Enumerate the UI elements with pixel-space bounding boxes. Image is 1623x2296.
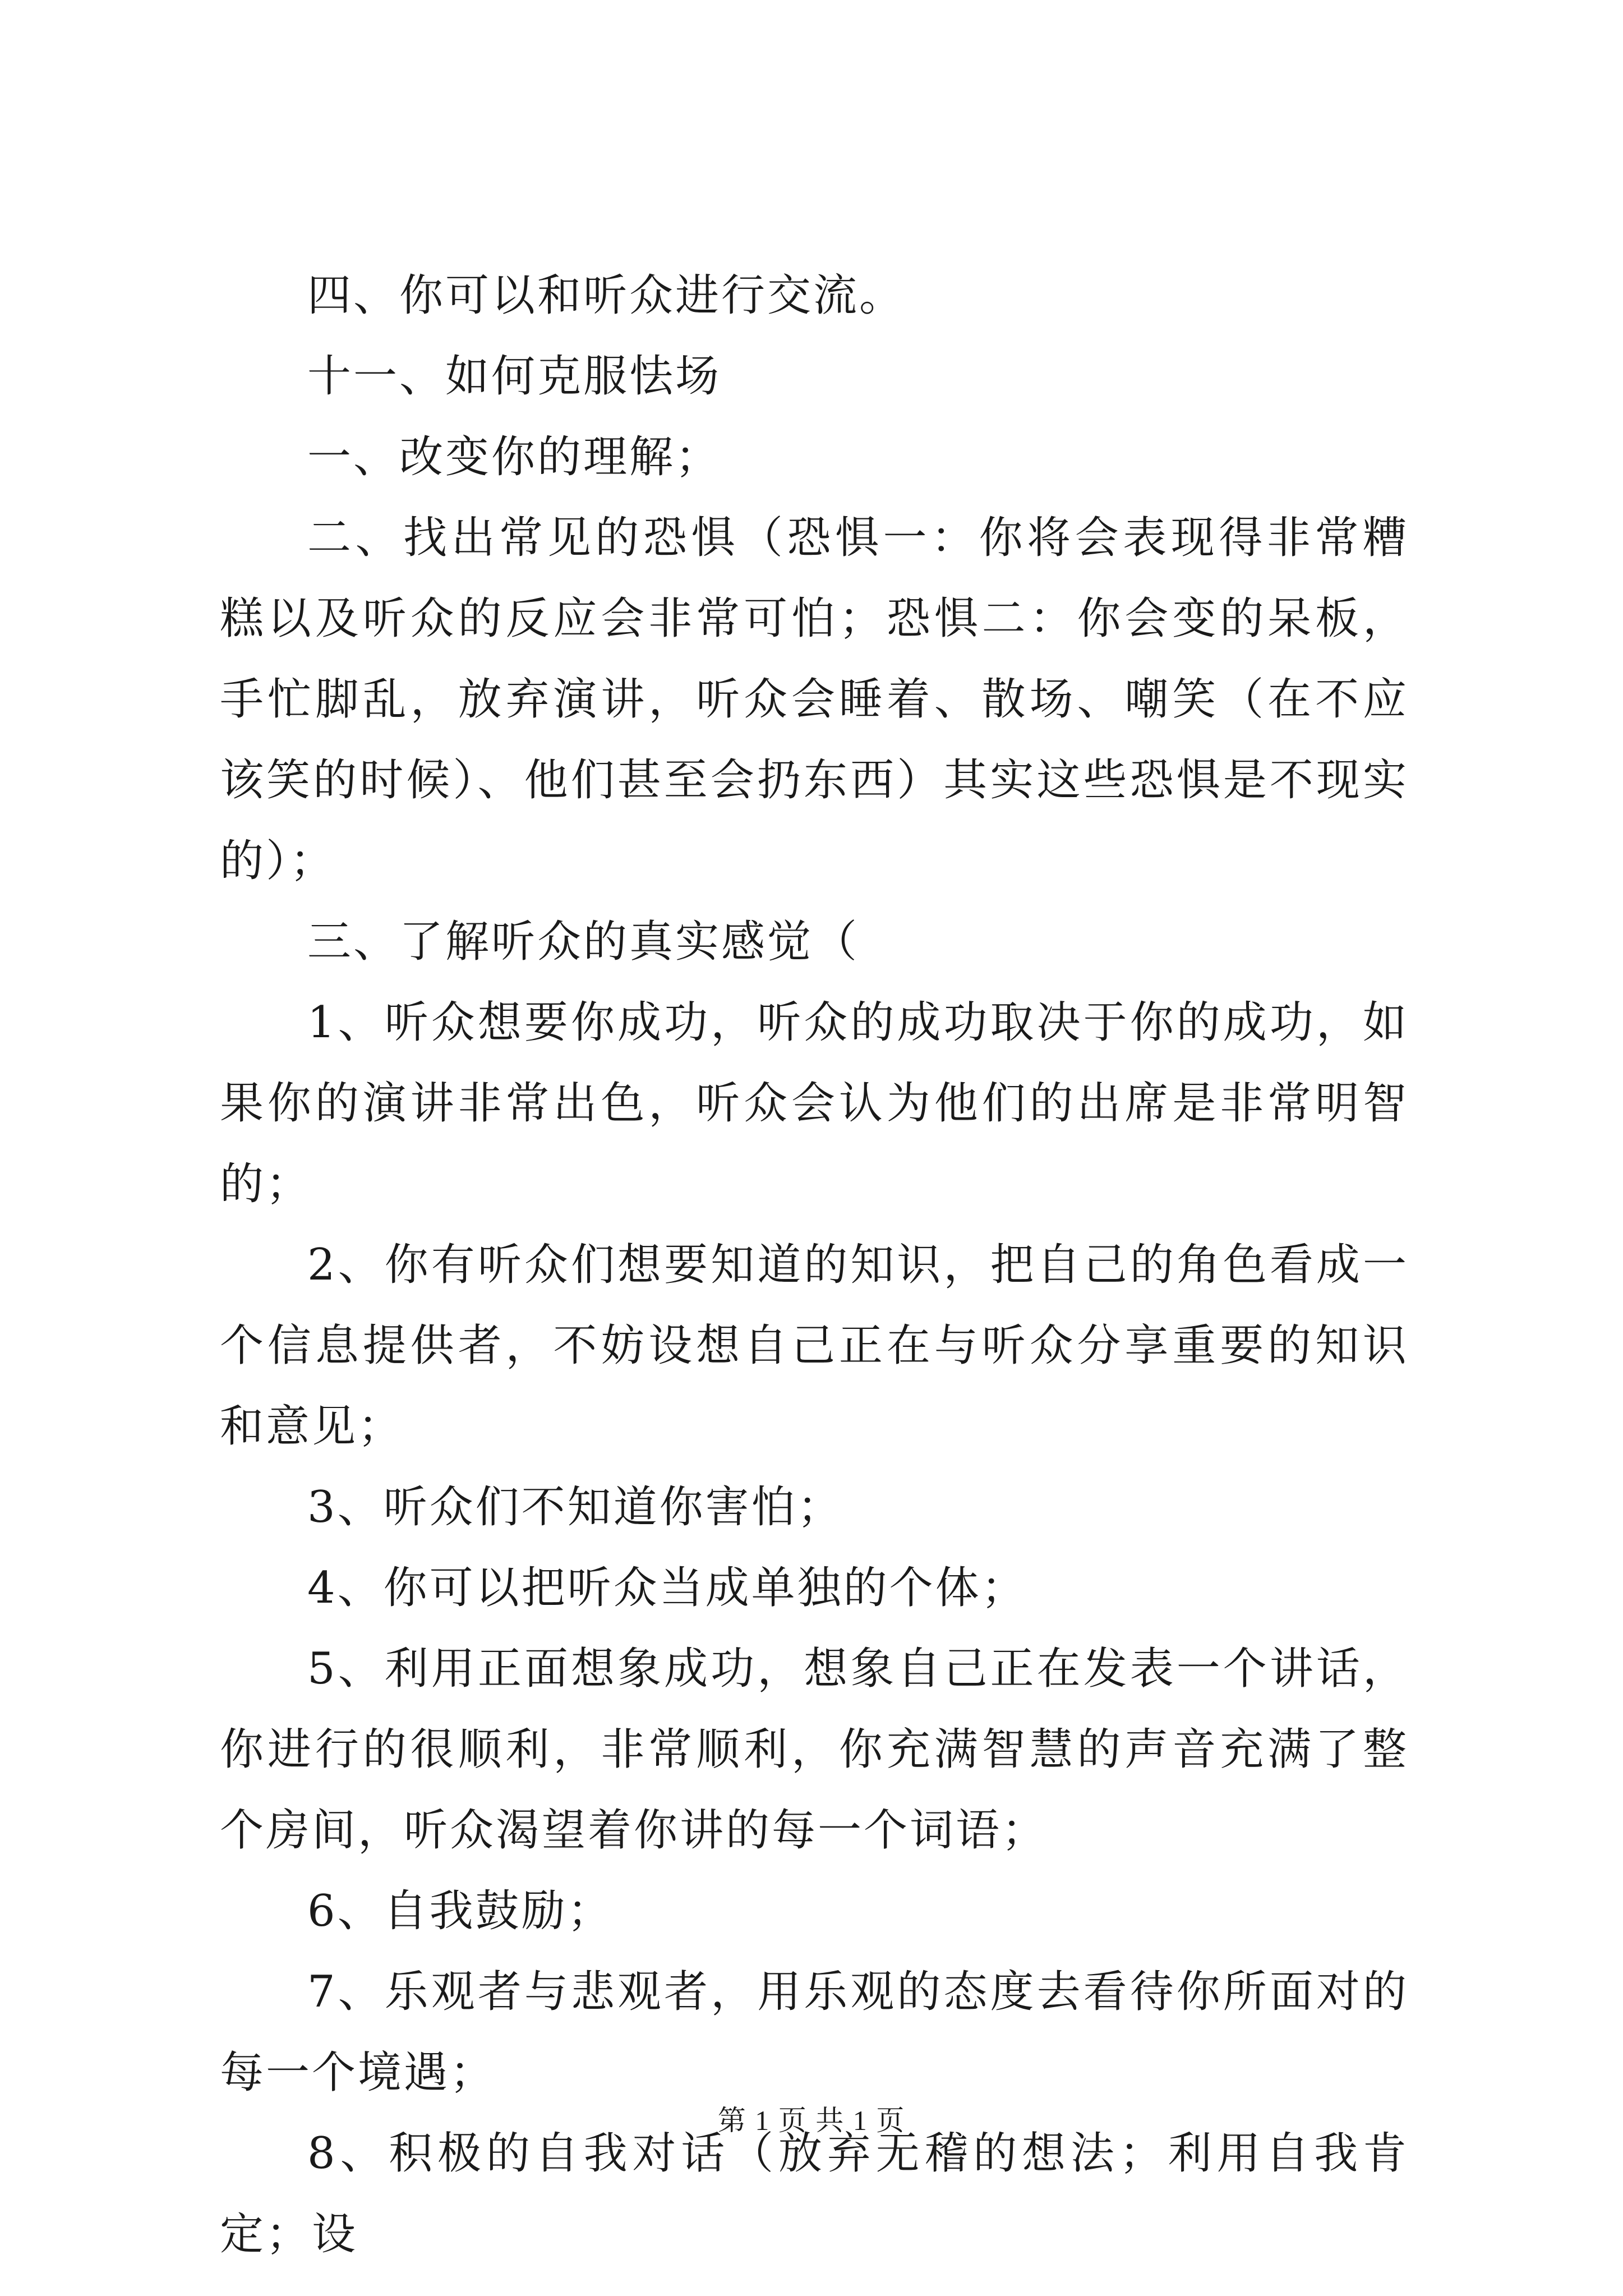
list-item-2: 2、你有听众们想要知道的知识，把自己的角色看成一个信息提供者，不妨设想自己正在与听众分享重要的知识和意见；: [220, 1240, 1409, 1452]
paragraph-communicate: 四、你可以和听众进行交流。: [307, 270, 906, 321]
list-item-3: 3、听众们不知道你害怕；: [307, 1482, 843, 1533]
document-body: [220, 255, 1409, 2275]
paragraph-audience-feelings: 三、了解听众的真实感觉（: [307, 917, 860, 967]
page-number-footer: 第 1 页 共 1 页: [717, 2105, 906, 2136]
list-item-6: 6、自我鼓励；: [307, 1886, 614, 1936]
list-item-8: 8、积极的自我对话（放弃无稽的想法；利用自我肯定；设: [220, 2128, 1409, 2260]
list-item-7: 7、乐观者与悲观者，用乐观的态度去看待你所面对的每一个境遇；: [220, 1967, 1409, 2098]
list-item-4: 4、你可以把听众当成单独的个体；: [307, 1563, 1027, 1613]
section-heading-stage-fright: 十一、如何克服怯场: [307, 351, 722, 402]
paragraph-common-fears: 二、找出常见的恐惧（恐惧一：你将会表现得非常糟糕以及听众的反应会非常可怕；恐惧二：你会变的呆板，手忙脚乱，放弃演讲，听众会睡着、散场、嘲笑（在不应该笑的时候）、他们甚至会扔东西）其实这些恐惧是不现实的）；: [220, 513, 1409, 886]
paragraph-change-understanding: 一、改变你的理解；: [307, 432, 722, 482]
list-item-5: 5、利用正面想象成功，想象自己正在发表一个讲话，你进行的很顺利，非常顺利，你充满智慧的声音充满了整个房间，听众渴望着你讲的每一个词语；: [220, 1644, 1409, 1856]
list-item-1: 1、听众想要你成功，听众的成功取决于你的成功，如果你的演讲非常出色，听众会认为他们的出席是非常明智的；: [220, 997, 1409, 1209]
